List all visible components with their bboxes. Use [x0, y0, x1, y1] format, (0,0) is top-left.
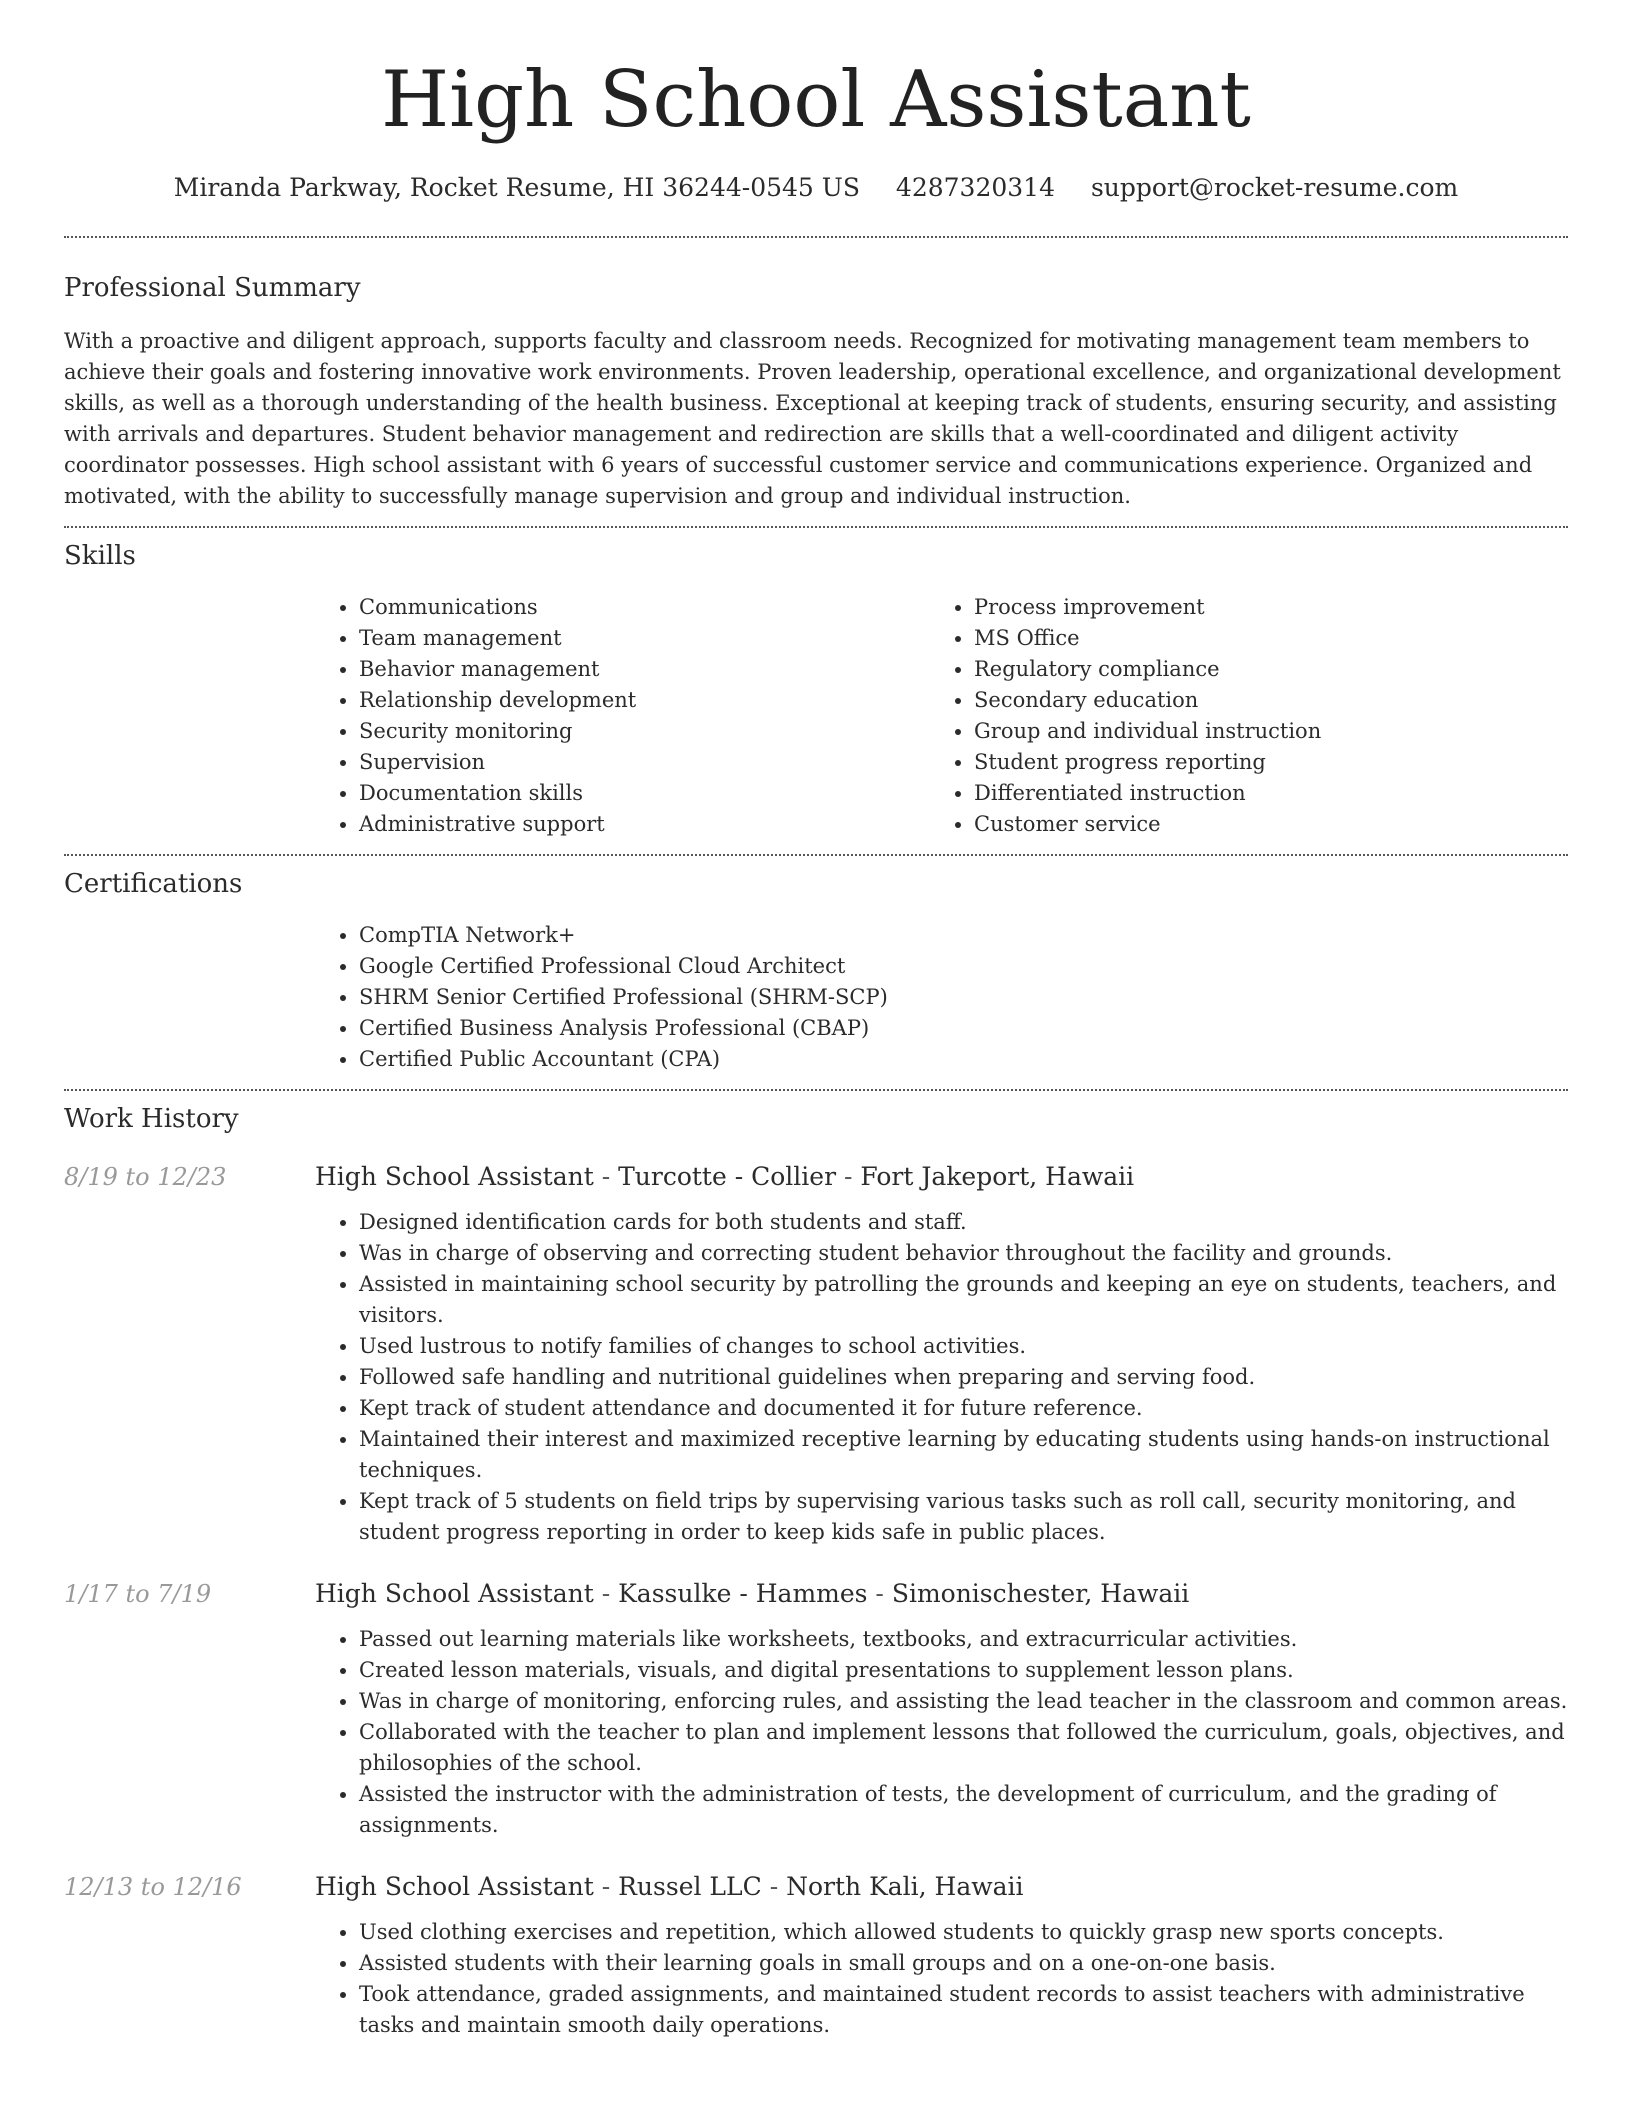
skill-item: • Security monitoring — [359, 716, 930, 747]
job-body — [315, 1161, 1568, 1548]
job-title-line — [315, 1578, 1568, 1610]
job-bullet: • Created lesson materials, visuals, and digital presentations to supplement lesson plans. — [359, 1655, 1568, 1686]
job-bullet: • Followed safe handling and nutritional guidelines when preparing and serving food. — [359, 1362, 1568, 1393]
section-title-certifications: Certifications — [64, 869, 243, 899]
job-bullet: • Used lustrous to notify families of changes to school activities. — [359, 1331, 1568, 1362]
job-entry — [64, 1578, 1568, 1841]
summary-text: With a proactive and diligent approach, supports faculty and classroom needs. Recognized for motivating management team members to achieve their goals and fostering innovative work environments. Proven leadership, operational excellence, and organizational development skills, as well as a thorough understanding of the health business. Exceptional at keeping track of students, ensuring security, and assisting with arrivals and departures. Student behavior management and redirection are skills that a well-coordinated and diligent activity coordinator possesses. High school assistant with 6 years of successful customer service and communications experience. Organized and motivated, with the ability to successfully manage supervision and group and individual instruction. — [64, 329, 1561, 508]
certifications-section — [64, 856, 1568, 1075]
job-separator: - — [593, 1579, 619, 1608]
job-separator: - — [867, 1579, 892, 1608]
certification-item: • CompTIA Network+ — [359, 920, 1568, 951]
job-separator: - — [593, 1872, 619, 1901]
section-title-skills: Skills — [64, 541, 136, 571]
job-bullet: • Was in charge of observing and correcting student behavior throughout the facility and grounds. — [359, 1238, 1568, 1269]
job-body — [315, 1871, 1568, 2041]
job-location: North Kali, Hawaii — [786, 1872, 1024, 1901]
contact-email: support@rocket-resume.com — [1090, 173, 1459, 202]
job-bullet: • Assisted in maintaining school security by patrolling the grounds and keeping an eye on students, teachers, and visitors. — [359, 1269, 1568, 1331]
job-location: Fort Jakeport, Hawaii — [860, 1162, 1135, 1191]
skills-section — [64, 528, 1568, 840]
skills-columns — [315, 592, 1568, 840]
job-entry — [64, 1871, 1568, 2041]
skill-item: • Regulatory compliance — [974, 654, 1545, 685]
job-role: High School Assistant — [315, 1162, 594, 1191]
skill-item: • Relationship development — [359, 685, 930, 716]
job-bullet: • Passed out learning materials like worksheets, textbooks, and extracurricular activities. — [359, 1624, 1568, 1655]
skills-column-left — [315, 592, 930, 840]
job-separator: - — [761, 1872, 787, 1901]
skill-item: • Administrative support — [359, 809, 930, 840]
job-bullet: • Took attendance, graded assignments, and maintained student records to assist teachers with administrative tasks and maintain smooth daily operations. — [359, 1979, 1568, 2041]
skill-item: • Communications — [359, 592, 930, 623]
job-bullet: • Used clothing exercises and repetition, which allowed students to quickly grasp new sports concepts. — [359, 1917, 1568, 1948]
skill-item: • Student progress reporting — [974, 747, 1545, 778]
skill-item: • Team management — [359, 623, 930, 654]
section-title-work-history: Work History — [64, 1104, 239, 1134]
certification-item: • SHRM Senior Certified Professional (SHRM-SCP) — [359, 982, 1568, 1013]
certification-item: • Google Certified Professional Cloud Architect — [359, 951, 1568, 982]
job-bullet: • Kept track of 5 students on field trips by supervising various tasks such as roll call, security monitoring, and student progress reporting in order to keep kids safe in public places. — [359, 1486, 1568, 1548]
skill-item: • Customer service — [974, 809, 1545, 840]
skill-item: • Supervision — [359, 747, 930, 778]
skill-item: • Secondary education — [974, 685, 1545, 716]
summary-section — [64, 238, 1568, 512]
job-company: Russel LLC — [618, 1872, 762, 1901]
job-role: High School Assistant — [315, 1579, 594, 1608]
job-location: Simonischester, Hawaii — [891, 1579, 1190, 1608]
job-separator: - — [836, 1162, 861, 1191]
job-bullet: • Assisted the instructor with the administration of tests, the development of curriculum, and the grading of assignments. — [359, 1779, 1568, 1841]
contact-address: Miranda Parkway, Rocket Resume, HI 36244-0545 US — [173, 173, 860, 202]
job-bullet: • Kept track of student attendance and documented it for future reference. — [359, 1393, 1568, 1424]
job-bullet: • Collaborated with the teacher to plan and implement lessons that followed the curriculum, goals, objectives, and philosophies of the school. — [359, 1717, 1568, 1779]
skill-item: • MS Office — [974, 623, 1545, 654]
skill-item: • Behavior management — [359, 654, 930, 685]
contact-phone: 4287320314 — [895, 173, 1055, 202]
section-title-summary: Professional Summary — [64, 273, 361, 303]
job-bullet: • Was in charge of monitoring, enforcing rules, and assisting the lead teacher in the classroom and common areas. — [359, 1686, 1568, 1717]
job-bullet: • Assisted students with their learning goals in small groups and on a one-on-one basis. — [359, 1948, 1568, 1979]
job-title-line — [315, 1161, 1568, 1193]
skill-item: • Process improvement — [974, 592, 1545, 623]
certification-item: • Certified Public Accountant (CPA) — [359, 1044, 1568, 1075]
skill-item: • Documentation skills — [359, 778, 930, 809]
job-bullet: • Maintained their interest and maximized receptive learning by educating students using hands-on instructional techniques. — [359, 1424, 1568, 1486]
certification-item: • Certified Business Analysis Professional (CBAP) — [359, 1013, 1568, 1044]
job-dates: 8/19 to 12/23 — [64, 1163, 227, 1191]
contact-line — [64, 172, 1568, 204]
certifications-list — [315, 920, 1568, 1075]
work-history-section — [64, 1091, 1568, 2041]
candidate-title: High School Assistant — [381, 55, 1251, 145]
skill-item: • Differentiated instruction — [974, 778, 1545, 809]
job-separator: - — [593, 1162, 619, 1191]
skill-item: • Group and individual instruction — [974, 716, 1545, 747]
job-role: High School Assistant — [315, 1872, 594, 1901]
job-dates: 12/13 to 12/16 — [64, 1873, 242, 1901]
job-company: Turcotte - Collier — [618, 1162, 837, 1191]
job-body — [315, 1578, 1568, 1841]
job-company: Kassulke - Hammes — [618, 1579, 868, 1608]
job-title-line — [315, 1871, 1568, 1903]
job-entry — [64, 1161, 1568, 1548]
job-bullet: • Designed identification cards for both students and staff. — [359, 1207, 1568, 1238]
job-dates: 1/17 to 7/19 — [64, 1580, 212, 1608]
skills-column-right — [930, 592, 1545, 840]
